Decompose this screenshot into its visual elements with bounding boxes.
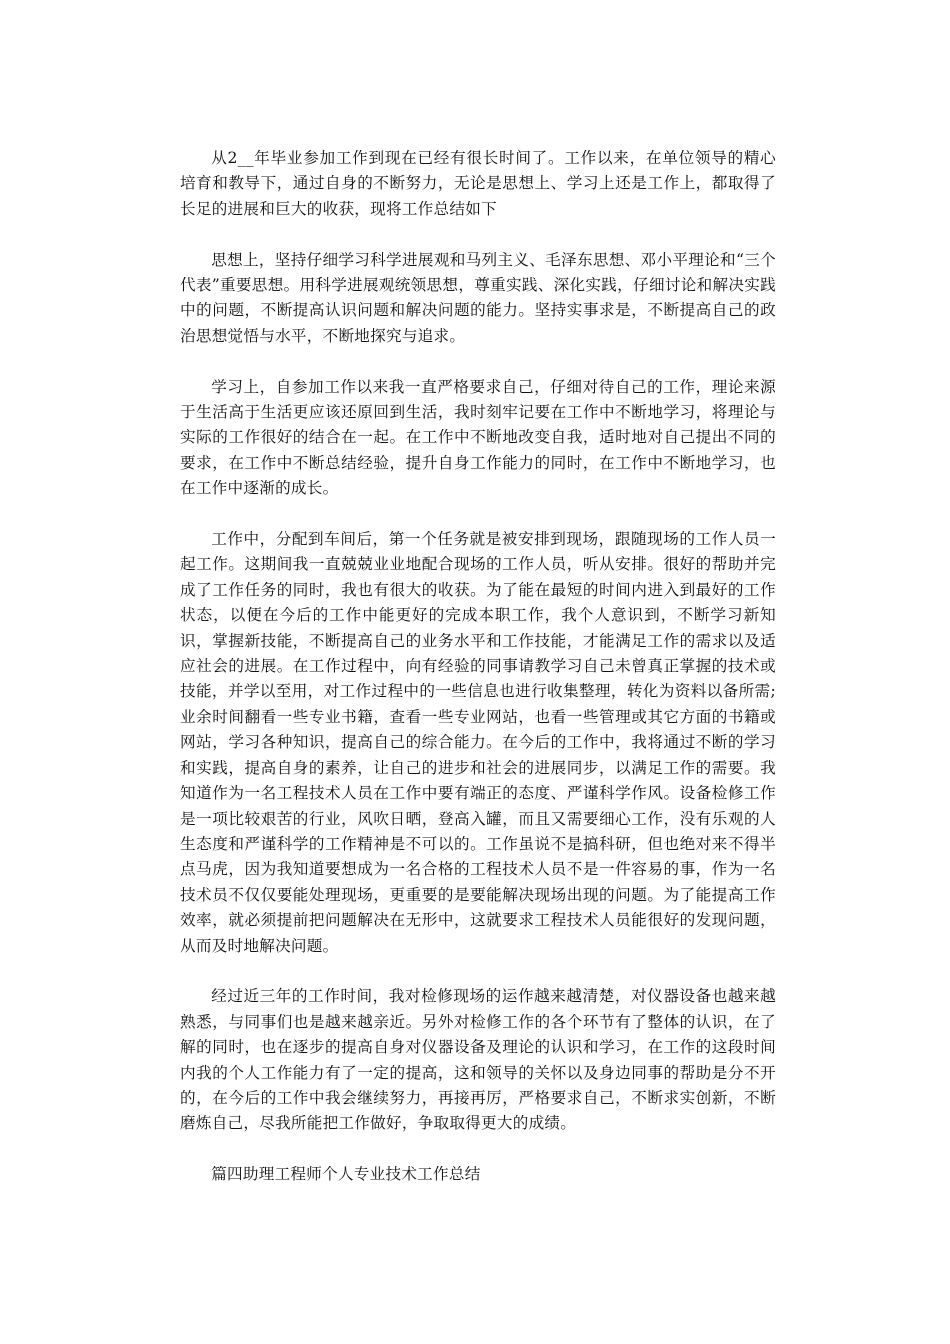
paragraph-ideology: 思想上，坚持仔细学习科学进展观和马列主义、毛泽东思想、邓小平理论和“三个代表”重要思想。用科学进展观统领思想，尊重实践、深化实践，仔细讨论和解决实践中的问题，不断提高认识问题和解决问题的能力。坚持实事求是，不断提高自己的政治思想觉悟与水平，不断地探究与追求。 [180,250,776,345]
document-body [180,146,776,1188]
paragraph-intro: 从2__年毕业参加工作到现在已经有很长时间了。工作以来，在单位领导的精心培育和教导下，通过自身的不断努力，无论是思想上、学习上还是工作上，都取得了长足的进展和巨大的收获，现将工作总结如下 [180,149,776,218]
paragraph-study: 学习上，自参加工作以来我一直严格要求自己，仔细对待自己的工作，理论来源于生活高于生活更应该还原回到生活，我时刻牢记要在工作中不断地学习，将理论与实际的工作很好的结合在一起。在工作中不断地改变自我，适时地对自己提出不同的要求，在工作中不断总结经验，提升自身工作能力的同时，在工作中不断地学习，也在工作中逐渐的成长。 [180,377,776,498]
paragraph-summary: 经过近三年的工作时间，我对检修现场的运作越来越清楚，对仪器设备也越来越熟悉，与同事们也是越来越亲近。另外对检修工作的各个环节有了整体的认识，在了解的同时，也在逐步的提高自身对仪器设备及理论的认识和学习，在工作的这段时间内我的个人工作能力有了一定的提高，这和领导的关怀以及身边同事的帮助是分不开的，在今后的工作中我会继续努力，再接再厉，严格要求自己，不断求实创新，不断磨炼自己，尽我所能把工作做好，争取取得更大的成绩。 [180,987,776,1133]
paragraph-work: 工作中，分配到车间后，第一个任务就是被安排到现场，跟随现场的工作人员一起工作。这期间我一直兢兢业业地配合现场的工作人员，听从安排。很好的帮助并完成了工作任务的同时，我也有很大的收获。为了能在最短的时间内进入到最好的工作状态，以便在今后的工作中能更好的完成本职工作，我个人意识到，不断学习新知识，掌握新技能，不断提高自己的业务水平和工作技能，才能满足工作的需求以及适应社会的进展。在工作过程中，向有经验的同事请教学习自己未曾真正掌握的技术或技能，并学以至用，对工作过程中的一些信息也进行收集整理，转化为资料以备所需;业余时间翻看一些专业书籍，查看一些专业网站，也看一些管理或其它方面的书籍或网站，学习各种知识，提高自己的综合能力。在今后的工作中，我将通过不断的学习和实践，提高自身的素养，让自己的进步和社会的进展同步，以满足工作的需要。我知道作为一名工程技术人员在工作中要有端正的态度、严谨科学作风。设备检修工作是一项比较艰苦的行业，风吹日晒，登高入罐，而且又需要细心工作，没有乐观的人生态度和严谨科学的工作精神是不可以的。工作虽说不是搞科研，但也绝对来不得半点马虎，因为我知道要想成为一名合格的工程技术人员不是一件容易的事，作为一名技术员不仅仅要能处理现场，更重要的是要能解决现场出现的问题。为了能提高工作效率，就必须提前把问题解决在无形中，这就要求工程技术人员能很好的发现问题，从而及时地解决问题。 [180,530,776,955]
section-heading: 篇四助理工程师个人专业技术工作总结 [211,1165,481,1184]
